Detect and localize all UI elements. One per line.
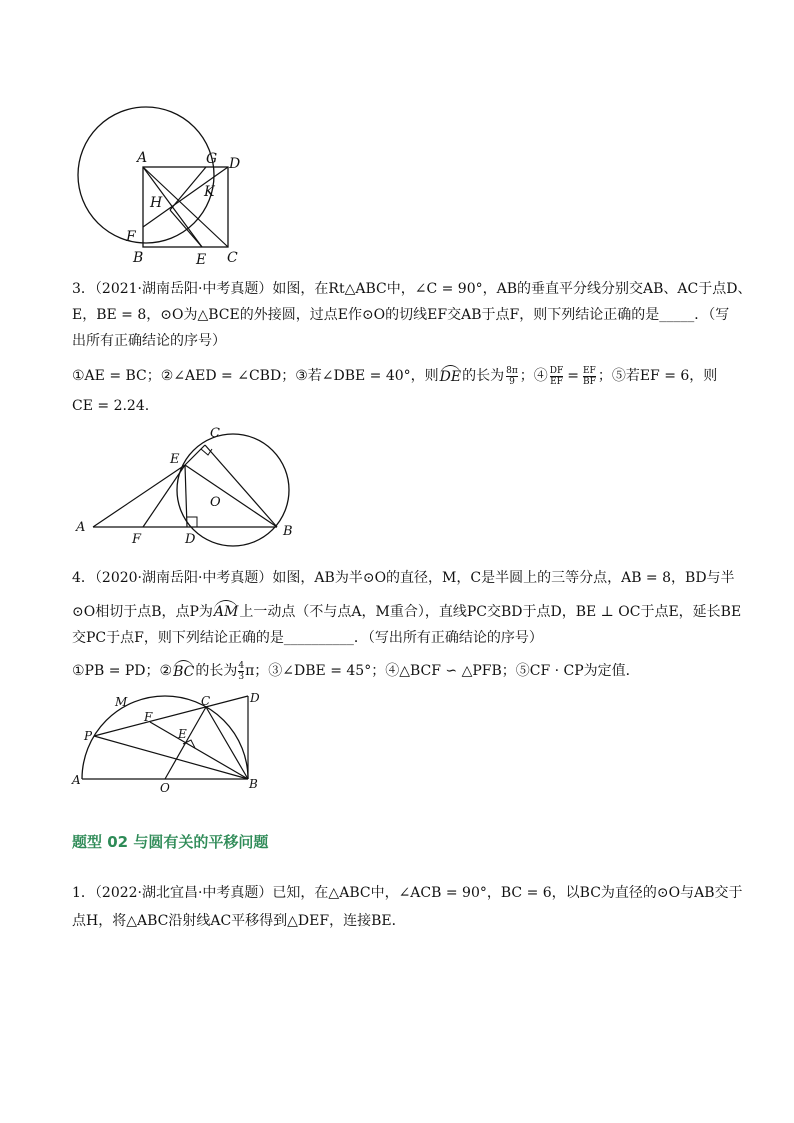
fig3-label-O: O <box>160 781 170 795</box>
fig3-label-D: D <box>250 691 260 705</box>
fig2-line-AE <box>93 465 185 527</box>
fig3-line-PB <box>94 736 248 779</box>
fig3-label-C: C <box>201 694 211 708</box>
fig1-label-G: G <box>206 151 218 167</box>
fig2-label-F: F <box>132 532 142 547</box>
q3-frac-2-num: DF <box>549 365 564 376</box>
q4-arc-bc: BC <box>173 660 194 682</box>
q4-option-c: π；③∠DBE = 45°；④△BCF ∽ △PFB；⑤CF · CP为定值． <box>245 663 640 679</box>
figure-square-circle <box>60 100 260 270</box>
q3-frac-2-den: EF <box>550 376 563 387</box>
q3-option-d: ；⑤若EF = 6，则 <box>597 368 718 384</box>
q3-frac-1-num: 8π <box>506 365 518 376</box>
fig3-label-E: E <box>178 727 187 741</box>
q3-frac-3-num: EF <box>582 365 596 376</box>
q3-options <box>72 365 717 387</box>
q4-arc-am: AM <box>214 600 238 622</box>
q3-frac-3 <box>583 366 596 387</box>
q3-arc-de: DE <box>440 365 461 387</box>
q3-line-2: E，BE = 8，⊙O为△BCE的外接圆，过点E作⊙O的切线EF交AB于点F，则下列结论正确的是_____．（写 <box>72 307 730 323</box>
fig3-line-FB <box>150 722 248 779</box>
fig1-label-B: B <box>133 250 144 266</box>
fig2-line-ED <box>185 465 187 527</box>
fig1-label-C: C <box>227 250 238 266</box>
q4-line-2 <box>72 600 741 622</box>
q4-options <box>72 660 640 682</box>
q3-option-c: ；④ <box>519 368 548 384</box>
q3-frac-2 <box>550 366 563 387</box>
q1-line-1: 1．（2022·湖北宜昌·中考真题）已知，在△ABC中，∠ACB = 90°，BC = 6，以BC为直径的⊙O与AB交于 <box>72 885 743 901</box>
fig2-label-E: E <box>170 452 180 467</box>
fig1-line-GE <box>170 167 206 210</box>
q4-frac-den: 3 <box>238 671 245 682</box>
fig1-label-K: K <box>204 184 215 200</box>
figure-semicircle <box>65 685 280 795</box>
fig1-label-H: H <box>150 195 163 211</box>
fig3-label-P: P <box>84 729 93 743</box>
q3-frac-1-den: 9 <box>509 376 515 387</box>
fig2-line-EF <box>143 465 185 527</box>
q1-line-2: 点H，将△ABC沿射线AC平移得到△DEF，连接BE． <box>72 913 406 929</box>
q3-option-b: 的长为 <box>462 368 505 384</box>
q3-frac-1 <box>506 366 518 387</box>
q3-frac-3-den: BF <box>582 376 596 387</box>
fig3-label-B: B <box>249 777 258 791</box>
fig2-circle <box>177 434 289 546</box>
q4-line-3: 交PC于点F，则下列结论正确的是__________．（写出所有正确结论的序号） <box>72 630 543 646</box>
fig3-label-A: A <box>72 773 81 787</box>
fig1-label-F: F <box>126 229 136 245</box>
q4-line-1: 4．（2020·湖南岳阳·中考真题）如图，AB为半⊙O的直径，M，C是半圆上的三等分点，AB = 8，BD与半 <box>72 570 735 586</box>
fig1-circle <box>78 107 214 243</box>
fig1-label-A: A <box>137 150 148 166</box>
figure-triangle-circle <box>70 420 300 550</box>
fig2-label-D: D <box>185 532 196 547</box>
q4-frac-num: 4 <box>238 660 245 671</box>
q4-option-b: 的长为 <box>195 663 238 679</box>
fig2-label-A: A <box>76 520 86 535</box>
fig3-label-M: M <box>115 695 128 709</box>
q4-option-a: ①PB = PD；② <box>72 663 173 679</box>
fig2-label-C: C <box>210 426 220 441</box>
fig2-label-B: B <box>283 524 293 539</box>
fig1-label-D: D <box>229 156 241 172</box>
fig3-line-CB <box>206 707 248 779</box>
q4-frac <box>238 661 244 682</box>
fig2-right-angle-C <box>201 449 212 455</box>
q3-equals: = <box>567 368 579 384</box>
fig2-right-angle-D <box>187 517 197 527</box>
fig3-label-F: F <box>144 710 153 724</box>
q4-line-2a: ⊙O相切于点B，点P为 <box>72 604 213 620</box>
q3-line-1: 3．（2021·湖南岳阳·中考真题）如图，在Rt△ABC中，∠C = 90°，AB的垂直平分线分别交AB、AC于点D、 <box>72 281 752 297</box>
q3-line-3: 出所有正确结论的序号） <box>72 333 226 349</box>
q3-line-5: CE = 2.24. <box>72 398 150 414</box>
section-heading: 题型 02 与圆有关的平移问题 <box>72 833 269 851</box>
q4-line-2b: 上一动点（不与点A，M重合），直线PC交BD于点D，BE ⊥ OC于点E，延长BE <box>239 604 742 620</box>
fig1-label-E: E <box>196 252 207 268</box>
fig2-label-O: O <box>210 495 221 510</box>
q3-option-a: ①AE = BC；②∠AED = ∠CBD；③若∠DBE = 40°，则 <box>72 368 439 384</box>
